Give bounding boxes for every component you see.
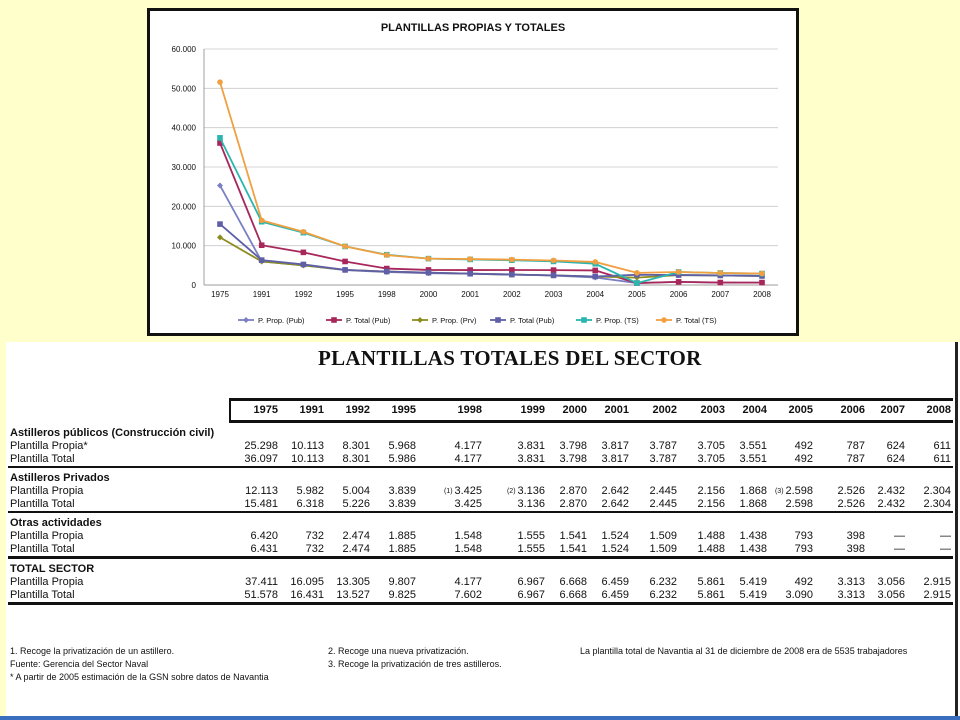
table-cell: 6.459 (589, 589, 631, 604)
section-heading: Otras actividades (8, 512, 953, 530)
footnote-3: 3. Recoge la privatización de tres astilleros. (328, 659, 502, 669)
table-cell: 1.524 (601, 543, 629, 555)
data-point (592, 268, 598, 274)
table-cell: 4.177 (454, 440, 482, 452)
table-cell: 25.298 (244, 440, 278, 452)
data-point (301, 250, 307, 256)
data-point (384, 269, 390, 275)
table-cell: 787 (846, 440, 865, 452)
table-cell: 13.527 (326, 589, 372, 604)
table-cell: 2.432 (877, 485, 905, 497)
table-cell: 492 (794, 576, 813, 588)
table-cell: 1.509 (649, 530, 677, 542)
data-point (592, 259, 598, 265)
row-label: Plantilla Propia (10, 576, 84, 588)
table-cell: 1.541 (559, 543, 587, 555)
table-cell: 5.419 (739, 576, 767, 588)
row-label: Plantilla Total (10, 498, 75, 510)
year-header: 1991 (280, 400, 326, 422)
data-point (217, 79, 223, 85)
section-heading: Astilleros Privados (8, 467, 953, 485)
data-point (759, 271, 765, 277)
footnote-navantia: La plantilla total de Navantia al 31 de diciembre de 2008 era de 5535 trabajadores (580, 646, 908, 656)
table-cell: 3.817 (601, 440, 629, 452)
table-cell: 2.642 (601, 485, 629, 497)
table-cell: — (940, 543, 951, 555)
table-row (8, 485, 953, 498)
table-cell: 492 (794, 440, 813, 452)
table-cell: 6.420 (250, 530, 278, 542)
data-point (495, 317, 501, 323)
data-point (551, 258, 557, 264)
x-tick-label: 2004 (586, 290, 605, 299)
data-point (718, 280, 724, 286)
table-cell: 2.870 (559, 485, 587, 497)
row-label: Plantilla Propia* (10, 440, 88, 452)
table-row (8, 440, 953, 453)
y-tick-label: 20.000 (171, 202, 196, 212)
table-cell: 6.318 (296, 498, 324, 510)
table-cell: 2.915 (907, 589, 953, 604)
table-cell: 36.097 (244, 453, 278, 465)
table-cell: 5.861 (679, 589, 727, 604)
y-tick-label: 60.000 (171, 45, 196, 54)
table-cell: 6.967 (484, 589, 547, 604)
x-tick-label: 2006 (669, 290, 688, 299)
data-point (551, 267, 557, 273)
table-cell: 2.474 (342, 543, 370, 555)
table-cell: 6.459 (601, 576, 629, 588)
table-cell: 9.807 (388, 576, 416, 588)
row-label: Plantilla Total (8, 589, 230, 604)
data-point (301, 262, 307, 268)
table-row (8, 498, 953, 512)
table-cell: $^{(2)}$ 3.136 (506, 485, 545, 497)
table-cell: 5.968 (388, 440, 416, 452)
legend-label: P. Prop. (Prv) (432, 316, 477, 325)
table-cell: 4.177 (454, 576, 482, 588)
table-cell: 10.113 (291, 453, 324, 465)
year-header: 2004 (727, 400, 769, 422)
y-tick-label: 40.000 (171, 123, 196, 133)
year-header: 2002 (631, 400, 679, 422)
table-cell: 787 (846, 453, 865, 465)
data-point (342, 244, 348, 250)
table-cell: 2.445 (649, 485, 677, 497)
staff-table (8, 398, 953, 605)
series-line (220, 82, 762, 273)
data-point (661, 317, 667, 323)
left-strip (0, 342, 6, 720)
table-cell: 3.831 (517, 440, 545, 452)
table-row (8, 576, 953, 589)
table-cell: 611 (933, 453, 951, 465)
y-tick-label: 30.000 (171, 163, 196, 172)
data-point (342, 267, 348, 273)
data-point (301, 229, 307, 235)
x-tick-label: 1991 (252, 290, 271, 299)
note-mark: (3) (774, 488, 786, 495)
footnote-1: 1. Recoge la privatización de un astillero. (10, 646, 175, 656)
note-mark: (2) (506, 488, 518, 495)
year-header: 1995 (372, 400, 418, 422)
x-tick-label: 1975 (211, 290, 229, 299)
data-point (417, 317, 423, 323)
table-cell: 2.915 (923, 576, 951, 588)
series-line (220, 138, 762, 283)
table-cell: 2.304 (923, 498, 951, 510)
table-cell: 793 (794, 543, 813, 555)
table-cell: 16.431 (280, 589, 326, 604)
chart-title: PLANTILLAS PROPIAS Y TOTALES (380, 22, 566, 34)
table-cell: 3.551 (739, 440, 767, 452)
table-cell: 2.870 (559, 498, 587, 510)
table-cell: 3.831 (517, 453, 545, 465)
table-cell: 1.438 (739, 543, 767, 555)
table-cell: 6.232 (649, 576, 677, 588)
x-tick-label: 1998 (377, 290, 396, 299)
table-cell: — (894, 543, 905, 555)
data-point (384, 252, 390, 258)
data-point (426, 256, 432, 262)
table-cell: $^{(3)}$ 2.598 (774, 485, 813, 497)
data-point (551, 273, 557, 279)
data-point (331, 317, 337, 323)
data-point (676, 279, 682, 285)
table-cell: 732 (305, 530, 324, 542)
data-point (217, 135, 223, 141)
year-header: 2001 (589, 400, 631, 422)
data-point (243, 317, 249, 323)
table-cell: 3.798 (559, 453, 587, 465)
row-label: Plantilla Total (10, 453, 75, 465)
data-point (259, 257, 265, 263)
table-cell: 611 (933, 440, 951, 452)
table-cell: 2.526 (837, 485, 865, 497)
year-header: 2007 (867, 400, 907, 422)
legend-label: P. Total (Pub) (346, 316, 391, 325)
table-cell: 1.555 (517, 543, 545, 555)
table-cell: 1.548 (454, 543, 482, 555)
table-cell: 2.642 (601, 498, 629, 510)
year-header: 2008 (907, 400, 953, 422)
table-cell: 16.095 (290, 576, 324, 588)
table-cell: 492 (794, 453, 813, 465)
table-cell: 6.967 (517, 576, 545, 588)
x-tick-label: 1995 (336, 290, 354, 299)
footnote-asterisk: * A partir de 2005 estimación de la GSN sobre datos de Navantia (10, 672, 269, 682)
table-row (8, 589, 953, 604)
table-cell: 3.787 (649, 440, 677, 452)
table-cell: 5.004 (342, 485, 370, 497)
table-cell: 5.982 (296, 485, 324, 497)
year-header: 2003 (679, 400, 727, 422)
table-cell: 1.885 (388, 530, 416, 542)
table-cell: 2.156 (697, 485, 725, 497)
table-cell: 3.313 (815, 589, 867, 604)
data-point (676, 269, 682, 275)
table-cell: 6.668 (547, 589, 589, 604)
x-tick-label: 2003 (544, 290, 563, 299)
data-point (426, 270, 432, 276)
year-header: 2005 (769, 400, 815, 422)
table-cell: 3.839 (388, 485, 416, 497)
table-cell: 3.705 (697, 440, 725, 452)
table-cell: 4.177 (454, 453, 482, 465)
table-cell: 2.474 (342, 530, 370, 542)
table-cell: 2.445 (649, 498, 677, 510)
table-cell: 3.705 (697, 453, 725, 465)
table-cell: 3.313 (837, 576, 865, 588)
data-point (259, 242, 265, 248)
data-point (467, 256, 473, 262)
y-tick-label: 10.000 (171, 241, 196, 251)
legend-label: P. Total (Pub) (510, 316, 555, 325)
x-tick-label: 2001 (461, 290, 480, 299)
bottom-accent-line (0, 716, 960, 720)
table-cell: 732 (305, 543, 324, 555)
right-rule (955, 342, 958, 720)
table-row (8, 543, 953, 558)
year-header: 1999 (484, 400, 547, 422)
line-chart-panel (147, 8, 799, 336)
table-cell: 1.438 (739, 530, 767, 542)
data-point (217, 221, 223, 227)
table-cell: 2.156 (697, 498, 725, 510)
table-title: PLANTILLAS TOTALES DEL SECTOR (318, 346, 702, 370)
table-cell: 3.425 (454, 498, 482, 510)
table-row (8, 453, 953, 467)
section-heading: Astilleros públicos (Construcción civil) (10, 427, 215, 439)
table-cell: 5.419 (727, 589, 769, 604)
table-cell: 624 (886, 453, 905, 465)
x-tick-label: 2005 (628, 290, 646, 299)
table-cell: 1.509 (649, 543, 677, 555)
section-heading: TOTAL SECTOR (8, 558, 953, 577)
table-cell: 1.524 (601, 530, 629, 542)
table-cell: 1.548 (454, 530, 482, 542)
data-point (581, 317, 587, 323)
table-cell: 1.555 (517, 530, 545, 542)
table-cell: 3.798 (559, 440, 587, 452)
data-point (509, 272, 515, 278)
table-cell: $^{(1)}$ 3.425 (443, 485, 482, 497)
table-cell: 3.551 (739, 453, 767, 465)
table-cell: 10.113 (291, 440, 324, 452)
table-cell: — (940, 530, 951, 542)
footnote-2: 2. Recoge una nueva privatización. (328, 646, 469, 656)
table-cell: 9.825 (372, 589, 418, 604)
data-point (509, 257, 515, 263)
data-point (759, 280, 765, 286)
line-chart (150, 11, 796, 333)
x-tick-label: 2000 (419, 290, 438, 299)
table-header-label (8, 400, 230, 422)
table-cell: 13.305 (336, 576, 370, 588)
table-cell: 1.488 (697, 530, 725, 542)
table-cell: 6.668 (559, 576, 587, 588)
legend-label: P. Prop. (TS) (596, 316, 639, 325)
table-cell: 398 (846, 543, 865, 555)
data-point (634, 280, 640, 286)
table-cell: 3.136 (517, 498, 545, 510)
table-cell: 1.868 (739, 485, 767, 497)
year-header: 1992 (326, 400, 372, 422)
row-label: Plantilla Propia (10, 530, 84, 542)
table-cell: 2.598 (785, 498, 813, 510)
x-tick-label: 2008 (753, 290, 771, 299)
table-cell: 6.232 (631, 589, 679, 604)
data-point (634, 270, 640, 276)
table-cell: 15.481 (244, 498, 278, 510)
table-cell: 3.056 (867, 589, 907, 604)
footnote-source: Fuente: Gerencia del Sector Naval (10, 659, 149, 669)
data-point (342, 259, 348, 265)
table-cell: 398 (846, 530, 865, 542)
year-header: 1998 (418, 400, 484, 422)
table-cell: 5.861 (697, 576, 725, 588)
legend-label: P. Prop. (Pub) (258, 316, 305, 325)
table-cell: 624 (886, 440, 905, 452)
year-header: 2006 (815, 400, 867, 422)
table-cell: 1.541 (559, 530, 587, 542)
year-header: 1975 (230, 400, 280, 422)
table-cell: 3.839 (388, 498, 416, 510)
table-cell: 3.090 (769, 589, 815, 604)
y-tick-label: 50.000 (171, 84, 196, 94)
table-cell: 793 (794, 530, 813, 542)
table-cell: 2.432 (877, 498, 905, 510)
x-tick-label: 2007 (711, 290, 730, 299)
table-cell: 8.301 (342, 453, 370, 465)
table-cell: 12.113 (245, 485, 278, 497)
table-cell: 2.304 (923, 485, 951, 497)
legend-label: P. Total (TS) (676, 316, 717, 325)
y-tick-label: 0 (191, 281, 196, 290)
row-label: Plantilla Propia (10, 485, 84, 497)
table-cell: 7.602 (418, 589, 484, 604)
x-tick-label: 2002 (502, 290, 521, 299)
table-cell: 1.885 (388, 543, 416, 555)
table-cell: 3.817 (601, 453, 629, 465)
year-header: 2000 (547, 400, 589, 422)
table-cell: 3.787 (649, 453, 677, 465)
data-point (592, 274, 598, 280)
table-cell: 1.488 (697, 543, 725, 555)
table-cell: — (894, 530, 905, 542)
table-cell: 51.578 (230, 589, 280, 604)
table-cell: 37.411 (245, 576, 278, 588)
table-cell: 2.526 (837, 498, 865, 510)
table-cell: 3.056 (877, 576, 905, 588)
data-point (718, 270, 724, 276)
note-mark: (1) (443, 488, 455, 495)
x-tick-label: 1992 (294, 290, 313, 299)
table-cell: 5.226 (342, 498, 370, 510)
data-point (467, 271, 473, 277)
table-cell: 1.868 (739, 498, 767, 510)
row-label: Plantilla Total (10, 543, 75, 555)
data-point (259, 218, 265, 224)
table-row (8, 530, 953, 543)
table-cell: 8.301 (342, 440, 370, 452)
table-cell: 6.431 (250, 543, 278, 555)
table-cell: 5.986 (388, 453, 416, 465)
